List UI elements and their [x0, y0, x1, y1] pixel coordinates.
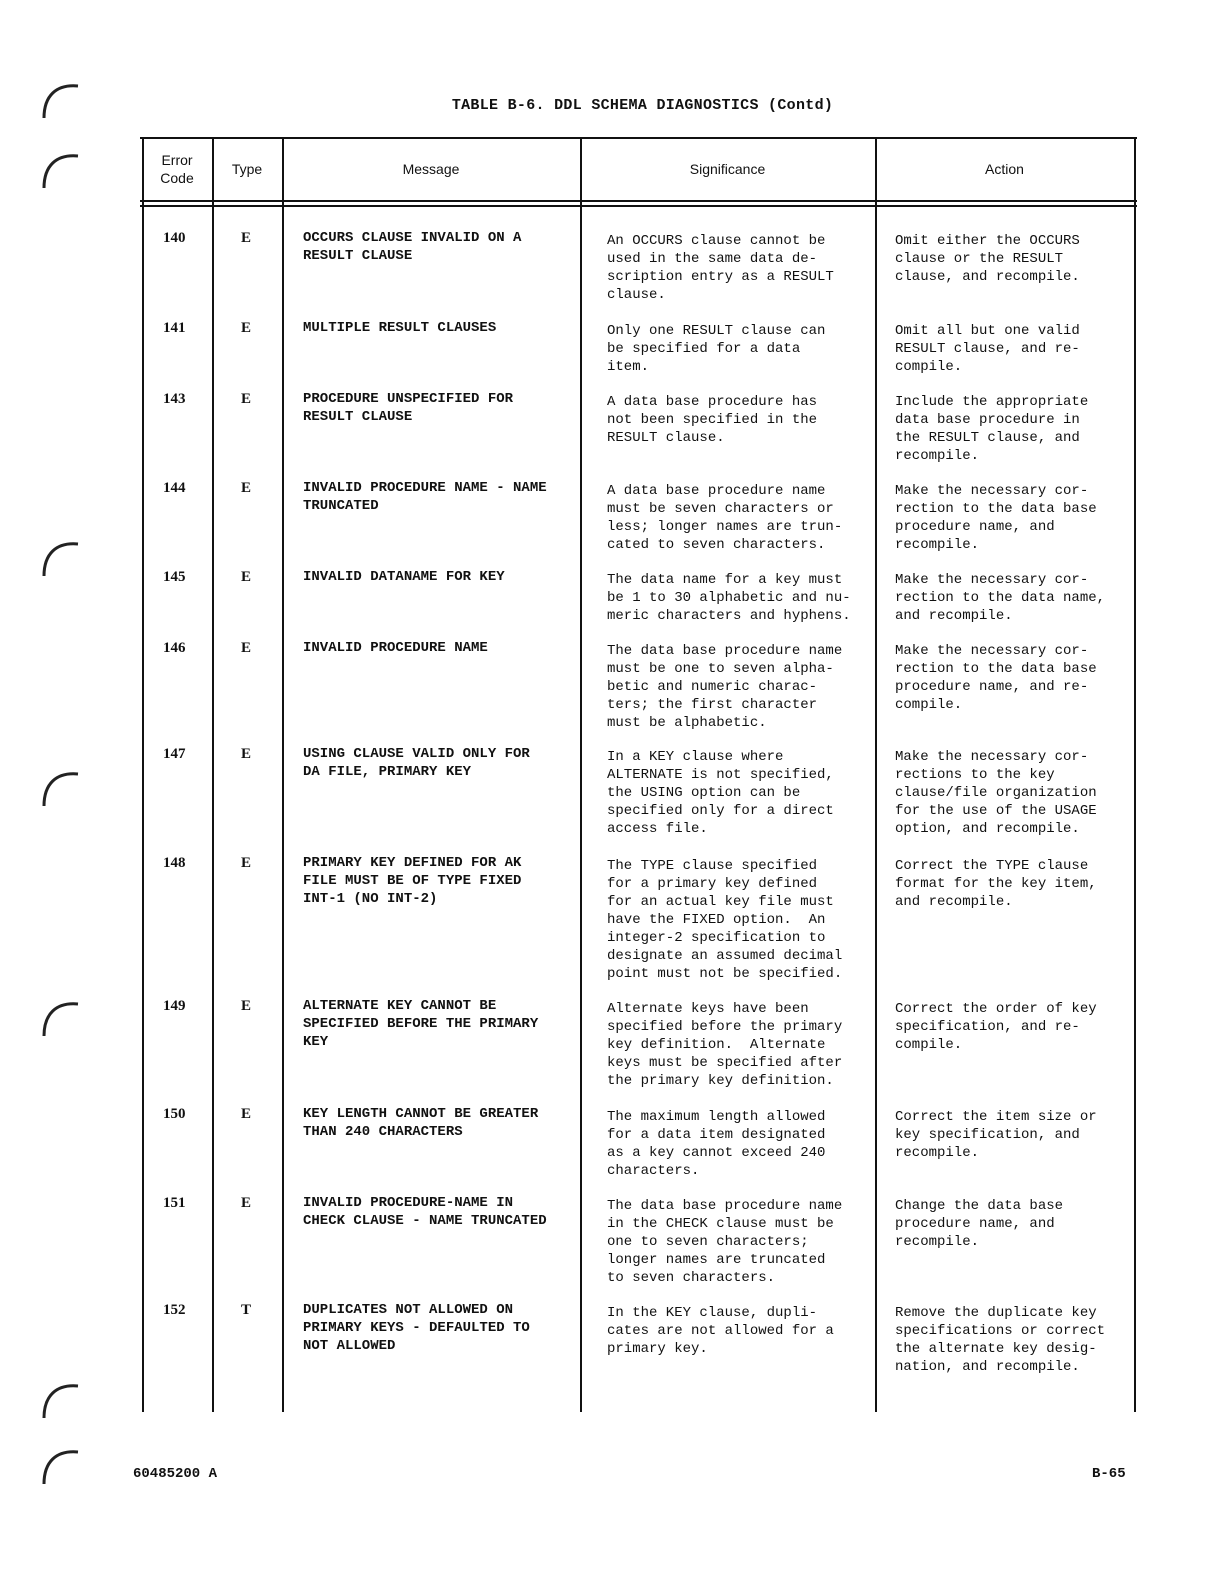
cell-type: E — [241, 640, 252, 656]
cell-significance: The data base procedure name in the CHECK clause must be one to seven characters; longer names are truncated to seven characters. — [607, 1198, 843, 1286]
cell-code: 146 — [163, 640, 186, 656]
cell-message: INVALID PROCEDURE NAME — [303, 640, 488, 656]
column-rule — [142, 137, 144, 1412]
cell-action: Make the necessary cor- rection to the data base procedure name, and recompile. — [895, 483, 1097, 553]
cell-message: MULTIPLE RESULT CLAUSES — [303, 320, 497, 336]
table-title: TABLE B-6. DDL SCHEMA DIAGNOSTICS (Contd) — [451, 97, 834, 114]
column-rule — [875, 137, 877, 1412]
cell-significance: Alternate keys have been specified before the primary key definition. Alternate keys must be specified after the primary key definition. — [607, 1001, 843, 1089]
punch-hole-icon — [38, 78, 82, 122]
header-rule-double — [140, 205, 1137, 207]
cell-code: 151 — [163, 1195, 186, 1211]
cell-code: 145 — [163, 569, 186, 585]
cell-type: E — [241, 569, 252, 585]
punch-hole-icon — [38, 1378, 82, 1422]
cell-action: Make the necessary cor- rection to the data name, and recompile. — [895, 572, 1106, 624]
cell-type: E — [241, 998, 252, 1014]
cell-code: 147 — [163, 746, 186, 762]
cell-significance: In the KEY clause, dupli- cates are not allowed for a primary key. — [607, 1305, 834, 1357]
cell-action: Remove the duplicate key specifications or correct the alternate key desig- nation, and recompile. — [895, 1305, 1106, 1375]
column-rule — [1134, 137, 1136, 1412]
punch-hole-icon — [38, 766, 82, 810]
cell-action: Correct the order of key specification, and re- compile. — [895, 1001, 1097, 1053]
diagnostics-table — [140, 137, 1137, 1412]
column-rule — [282, 137, 284, 1412]
cell-code: 148 — [163, 855, 186, 871]
cell-message: INVALID PROCEDURE-NAME IN CHECK CLAUSE - NAME TRUNCATED — [303, 1195, 547, 1229]
column-rule — [212, 137, 214, 1412]
punch-hole-icon — [38, 1444, 82, 1488]
header-rule — [140, 200, 1137, 202]
cell-significance: An OCCURS clause cannot be used in the same data de- scription entry as a RESULT clause. — [607, 233, 834, 303]
punch-hole-icon — [38, 996, 82, 1040]
cell-action: Make the necessary cor- rection to the data base procedure name, and re- compile. — [895, 643, 1097, 713]
cell-message: DUPLICATES NOT ALLOWED ON PRIMARY KEYS - DEFAULTED TO NOT ALLOWED — [303, 1302, 530, 1354]
cell-type: E — [241, 391, 252, 407]
cell-action: Change the data base procedure name, and recompile. — [895, 1198, 1064, 1250]
cell-action: Include the appropriate data base procedure in the RESULT clause, and recompile. — [895, 394, 1089, 464]
cell-code: 141 — [163, 320, 186, 336]
cell-significance: In a KEY clause where ALTERNATE is not specified, the USING option can be specified only for a direct access file. — [607, 749, 834, 837]
cell-type: E — [241, 230, 252, 246]
header-action: Action — [985, 160, 1024, 177]
column-rule — [580, 137, 582, 1412]
cell-message: INVALID DATANAME FOR KEY — [303, 569, 505, 585]
cell-type: E — [241, 855, 252, 871]
cell-significance: A data base procedure name must be seven characters or less; longer names are trun- cated to seven characters. — [607, 483, 843, 553]
cell-significance: The TYPE clause specified for a primary key defined for an actual key file must have the FIXED option. An integer-2 specification to designate an assumed decimal point must not be specified. — [607, 858, 843, 982]
header-significance: Significance — [689, 160, 766, 177]
header-message: Message — [402, 160, 460, 177]
cell-significance: Only one RESULT clause can be specified for a data item. — [607, 323, 826, 375]
cell-significance: A data base procedure has not been specified in the RESULT clause. — [607, 394, 818, 446]
cell-type: T — [241, 1302, 252, 1318]
cell-code: 140 — [163, 230, 186, 246]
cell-type: E — [241, 320, 252, 336]
cell-code: 143 — [163, 391, 186, 407]
cell-type: E — [241, 1106, 252, 1122]
cell-type: E — [241, 746, 252, 762]
cell-message: PRIMARY KEY DEFINED FOR AK FILE MUST BE OF TYPE FIXED INT-1 (NO INT-2) — [303, 855, 522, 907]
cell-code: 149 — [163, 998, 186, 1014]
punch-hole-icon — [38, 148, 82, 192]
document-number: 60485200 A — [133, 1466, 218, 1482]
cell-code: 150 — [163, 1106, 186, 1122]
header-error-code: Error Code — [160, 151, 194, 186]
cell-significance: The data name for a key must be 1 to 30 alphabetic and nu- meric characters and hyphens. — [607, 572, 851, 624]
cell-significance: The data base procedure name must be one to seven alpha- betic and numeric charac- ters; the first character must be alphabetic. — [607, 643, 843, 731]
cell-message: KEY LENGTH CANNOT BE GREATER THAN 240 CHARACTERS — [303, 1106, 539, 1140]
cell-type: E — [241, 480, 252, 496]
cell-action: Make the necessary cor- rections to the key clause/file organization for the use of the USAGE option, and recompile. — [895, 749, 1097, 837]
cell-message: INVALID PROCEDURE NAME - NAME TRUNCATED — [303, 480, 547, 514]
cell-message: ALTERNATE KEY CANNOT BE SPECIFIED BEFORE THE PRIMARY KEY — [303, 998, 539, 1050]
cell-significance: The maximum length allowed for a data item designated as a key cannot exceed 240 characters. — [607, 1109, 826, 1179]
punch-hole-icon — [38, 536, 82, 580]
cell-action: Omit either the OCCURS clause or the RESULT clause, and recompile. — [895, 233, 1080, 285]
cell-message: OCCURS CLAUSE INVALID ON A RESULT CLAUSE — [303, 230, 522, 264]
cell-action: Correct the TYPE clause format for the key item, and recompile. — [895, 858, 1097, 910]
header-type: Type — [231, 160, 263, 177]
cell-code: 144 — [163, 480, 186, 496]
cell-action: Correct the item size or key specification, and recompile. — [895, 1109, 1097, 1161]
cell-action: Omit all but one valid RESULT clause, and re- compile. — [895, 323, 1080, 375]
page-number: B-65 — [1092, 1466, 1126, 1482]
cell-message: PROCEDURE UNSPECIFIED FOR RESULT CLAUSE — [303, 391, 514, 425]
cell-message: USING CLAUSE VALID ONLY FOR DA FILE, PRIMARY KEY — [303, 746, 530, 780]
cell-type: E — [241, 1195, 252, 1211]
cell-code: 152 — [163, 1302, 186, 1318]
